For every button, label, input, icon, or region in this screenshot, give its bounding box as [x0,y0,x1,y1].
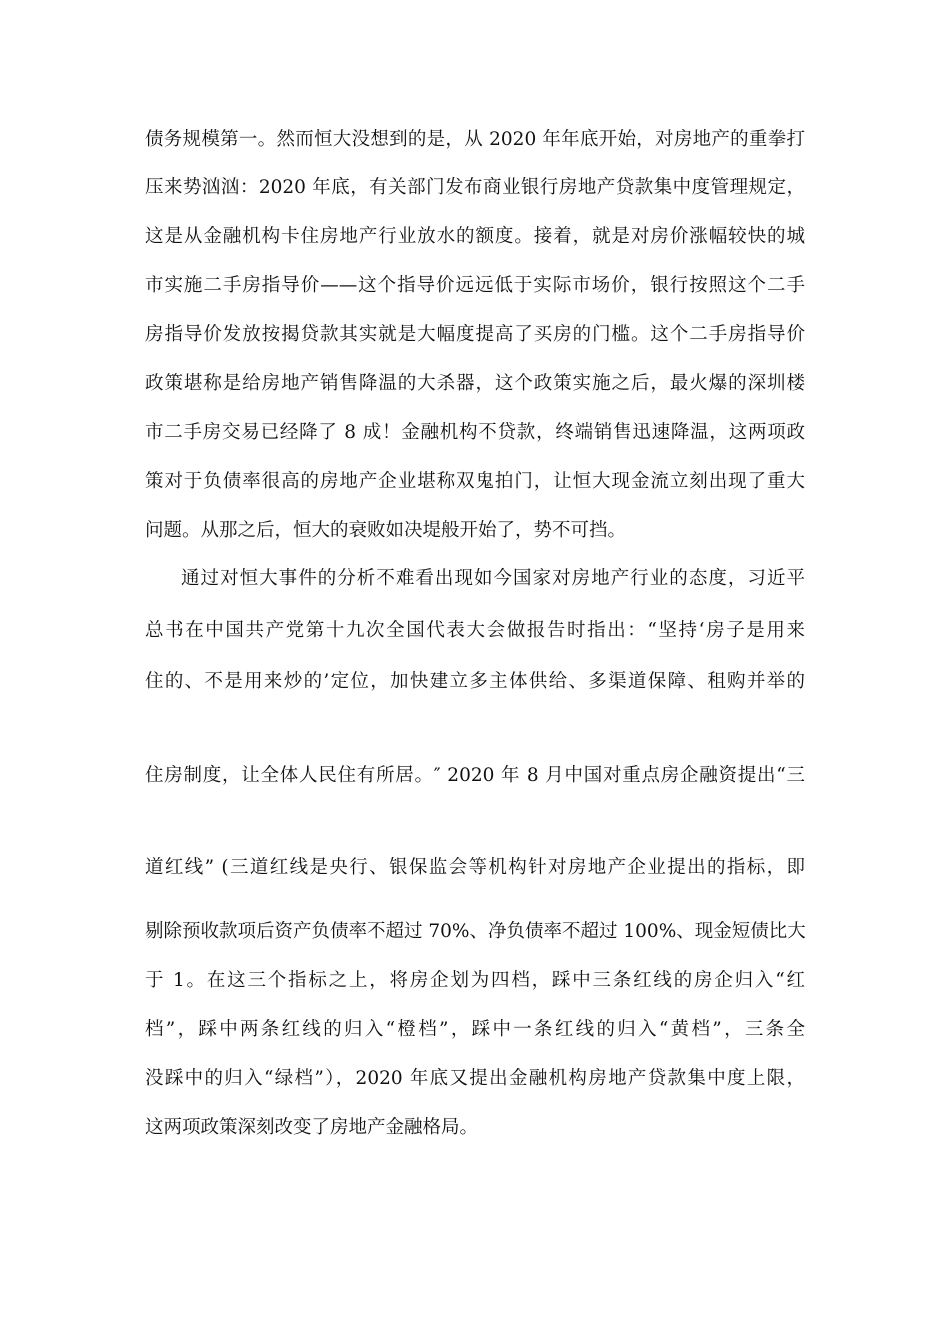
text-line: 问题。从那之后，恒大的衰败如决堤般开始了，势不可挡。 [145,520,627,541]
text-line: 道红线” (三道红线是央行、银保监会等机构针对房地产企业提出的指标，即 [145,857,805,878]
text-line: 通过对恒大事件的分析不难看出现如今国家对房地产行业的态度，习近平 [181,568,805,589]
text-line: 于 1。在这三个指标之上，将房企划为四档，踩中三条红线的房企归入“红 [145,970,805,991]
text-line: 市实施二手房指导价——这个指导价远远低于实际市场价，银行按照这个二手 [145,275,805,296]
text-line: 没踩中的归入“绿档”），2020 年底又提出金融机构房地产贷款集中度上限， [145,1068,805,1089]
text-line: 策对于负债率很高的房地产企业堪称双鬼拍门，让恒大现金流立刻出现了重大 [145,471,805,492]
text-line: 住房制度，让全体人民住有所居。″ 2020 年 8 月中国对重点房企融资提出“三 [145,765,805,786]
text-line: 房指导价发放按揭贷款其实就是大幅度提高了买房的门槛。这个二手房指导价 [145,324,805,345]
text-line: 压来势汹汹：2020 年底，有关部门发布商业银行房地产贷款集中度管理规定， [145,177,805,198]
text-line: 总书在中国共产党第十九次全国代表大会做报告时指出：“坚持‘房子是用来 [145,620,805,641]
text-line: 剔除预收款项后资产负债率不超过 70%、净负债率不超过 100%、现金短债比大 [145,921,806,942]
text-line: 档”，踩中两条红线的归入“橙档”，踩中一条红线的归入“黄档”，三条全 [145,1019,805,1040]
text-line: 这是从金融机构卡住房地产行业放水的额度。接着，就是对房价涨幅较快的城 [145,226,805,247]
text-line: 住的、不是用来炒的’定位，加快建立多主体供给、多渠道保障、租购并举的 [145,671,805,692]
text-line: 市二手房交易已经降了 8 成！金融机构不贷款，终端销售迅速降温，这两项政 [145,422,805,443]
text-line: 债务规模第一。然而恒大没想到的是，从 2020 年年底开始，对房地产的重拳打 [145,129,805,150]
text-line: 这两项政策深刻改变了房地产金融格局。 [145,1117,479,1138]
text-line: 政策堪称是给房地产销售降温的大杀器，这个政策实施之后，最火爆的深圳楼 [145,373,805,394]
